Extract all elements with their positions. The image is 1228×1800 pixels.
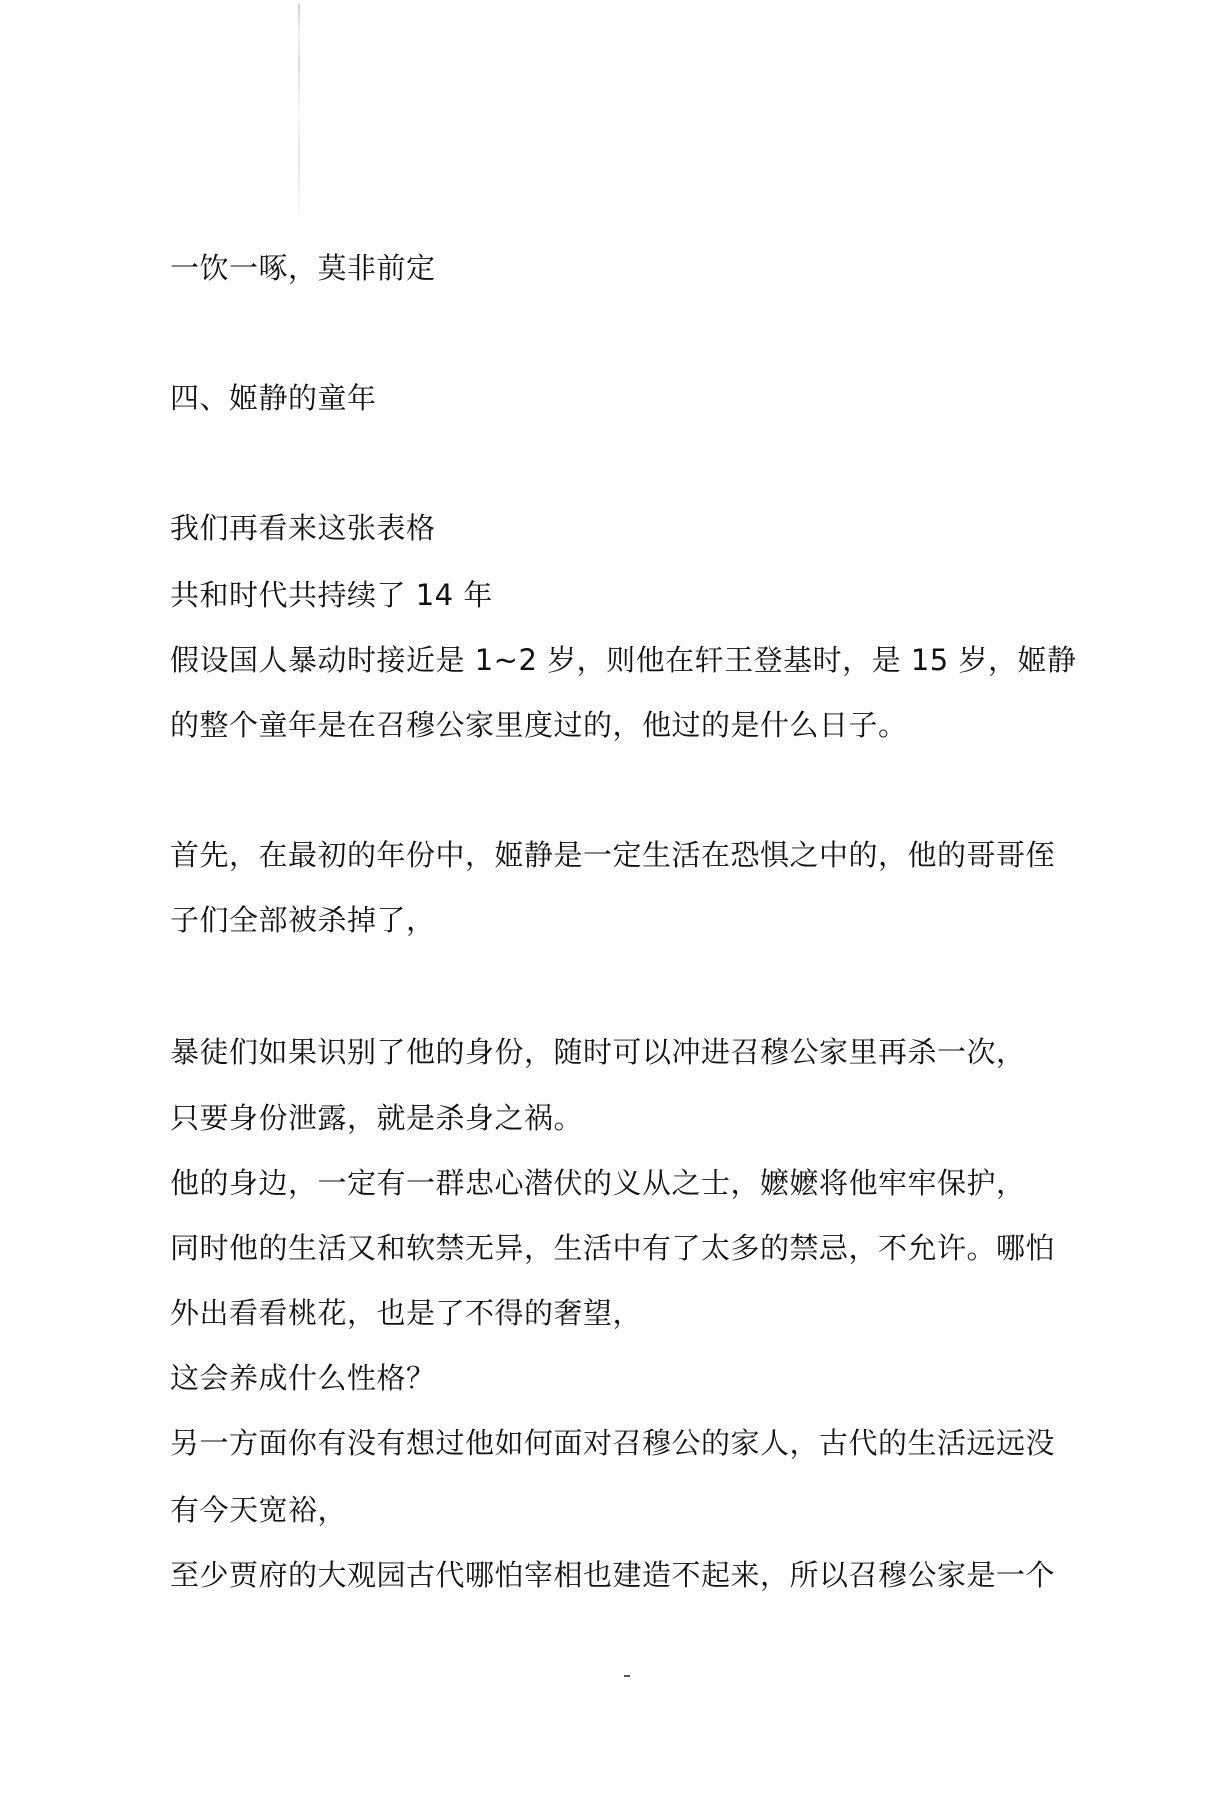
text-line: 的整个童年是在召穆公家里度过的，他过的是什么日子。: [170, 708, 908, 742]
section-heading: 四、姬静的童年: [170, 381, 377, 415]
scan-artifact-dot: [624, 1675, 630, 1677]
text-line: 外出看看桃花，也是了不得的奢望，: [170, 1296, 643, 1330]
text-line: 暴徒们如果识别了他的身份，随时可以冲进召穆公家里再杀一次，: [170, 1035, 1026, 1069]
text-line: 同时他的生活又和软禁无异，生活中有了太多的禁忌，不允许。哪怕: [170, 1231, 1056, 1265]
text-line: 这会养成什么性格？: [170, 1361, 436, 1395]
text-line: 子们全部被杀掉了，: [170, 903, 436, 937]
text-line: 共和时代共持续了 14 年: [170, 578, 493, 612]
text-line: 至少贾府的大观园古代哪怕宰相也建造不起来，所以召穆公家是一个: [170, 1558, 1056, 1592]
text-line: 有今天宽裕，: [170, 1493, 348, 1527]
text-line: 假设国人暴动时接近是 1~2 岁，则他在轩王登基时，是 15 岁，姬静: [170, 643, 1077, 677]
scan-artifact-line: [298, 4, 300, 224]
text-line: 我们再看来这张表格: [170, 511, 436, 545]
text-line: 他的身边，一定有一群忠心潜伏的义从之士，嬷嬷将他牢牢保护，: [170, 1166, 1026, 1200]
text-line: 首先，在最初的年份中，姬静是一定生活在恐惧之中的，他的哥哥侄: [170, 838, 1056, 872]
text-line: 只要身份泄露，就是杀身之祸。: [170, 1101, 584, 1135]
text-line: 另一方面你有没有想过他如何面对召穆公的家人，古代的生活远远没: [170, 1426, 1056, 1460]
text-line: 一饮一啄，莫非前定: [170, 251, 436, 285]
